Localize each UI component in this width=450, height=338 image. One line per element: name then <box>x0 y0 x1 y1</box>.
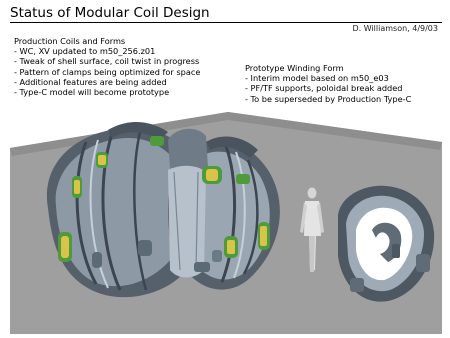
prototype-item: - To be superseded by Production Type-C <box>245 93 412 104</box>
production-item: - Pattern of clamps being optimized for space <box>14 66 201 77</box>
author-date: D. Williamson, 4/9/03 <box>352 24 438 33</box>
coil-windows <box>58 136 270 272</box>
production-item: - Additional features are being added <box>14 76 167 87</box>
modular-coil-shell <box>47 122 280 297</box>
production-heading: Production Coils and Forms <box>14 36 126 46</box>
prototype-winding-form <box>338 186 434 302</box>
production-item: - Type-C model will become prototype <box>14 87 170 98</box>
prototype-heading: Prototype Winding Form <box>245 63 344 73</box>
prototype-item: - Interim model based on m50_e03 <box>245 73 389 84</box>
prototype-item: - PF/TF supports, poloidal break added <box>245 83 403 94</box>
slide-title: Status of Modular Coil Design <box>10 5 210 21</box>
production-item: - Tweak of shell surface, coil twist in progress <box>14 56 200 67</box>
prototype-notes <box>245 63 411 104</box>
production-notes <box>14 36 200 97</box>
production-item: - WC, XV updated to m50_256.z01 <box>14 46 156 57</box>
floor-plane <box>10 112 442 334</box>
title-rule <box>10 22 442 23</box>
human-scale-figure <box>300 188 324 273</box>
